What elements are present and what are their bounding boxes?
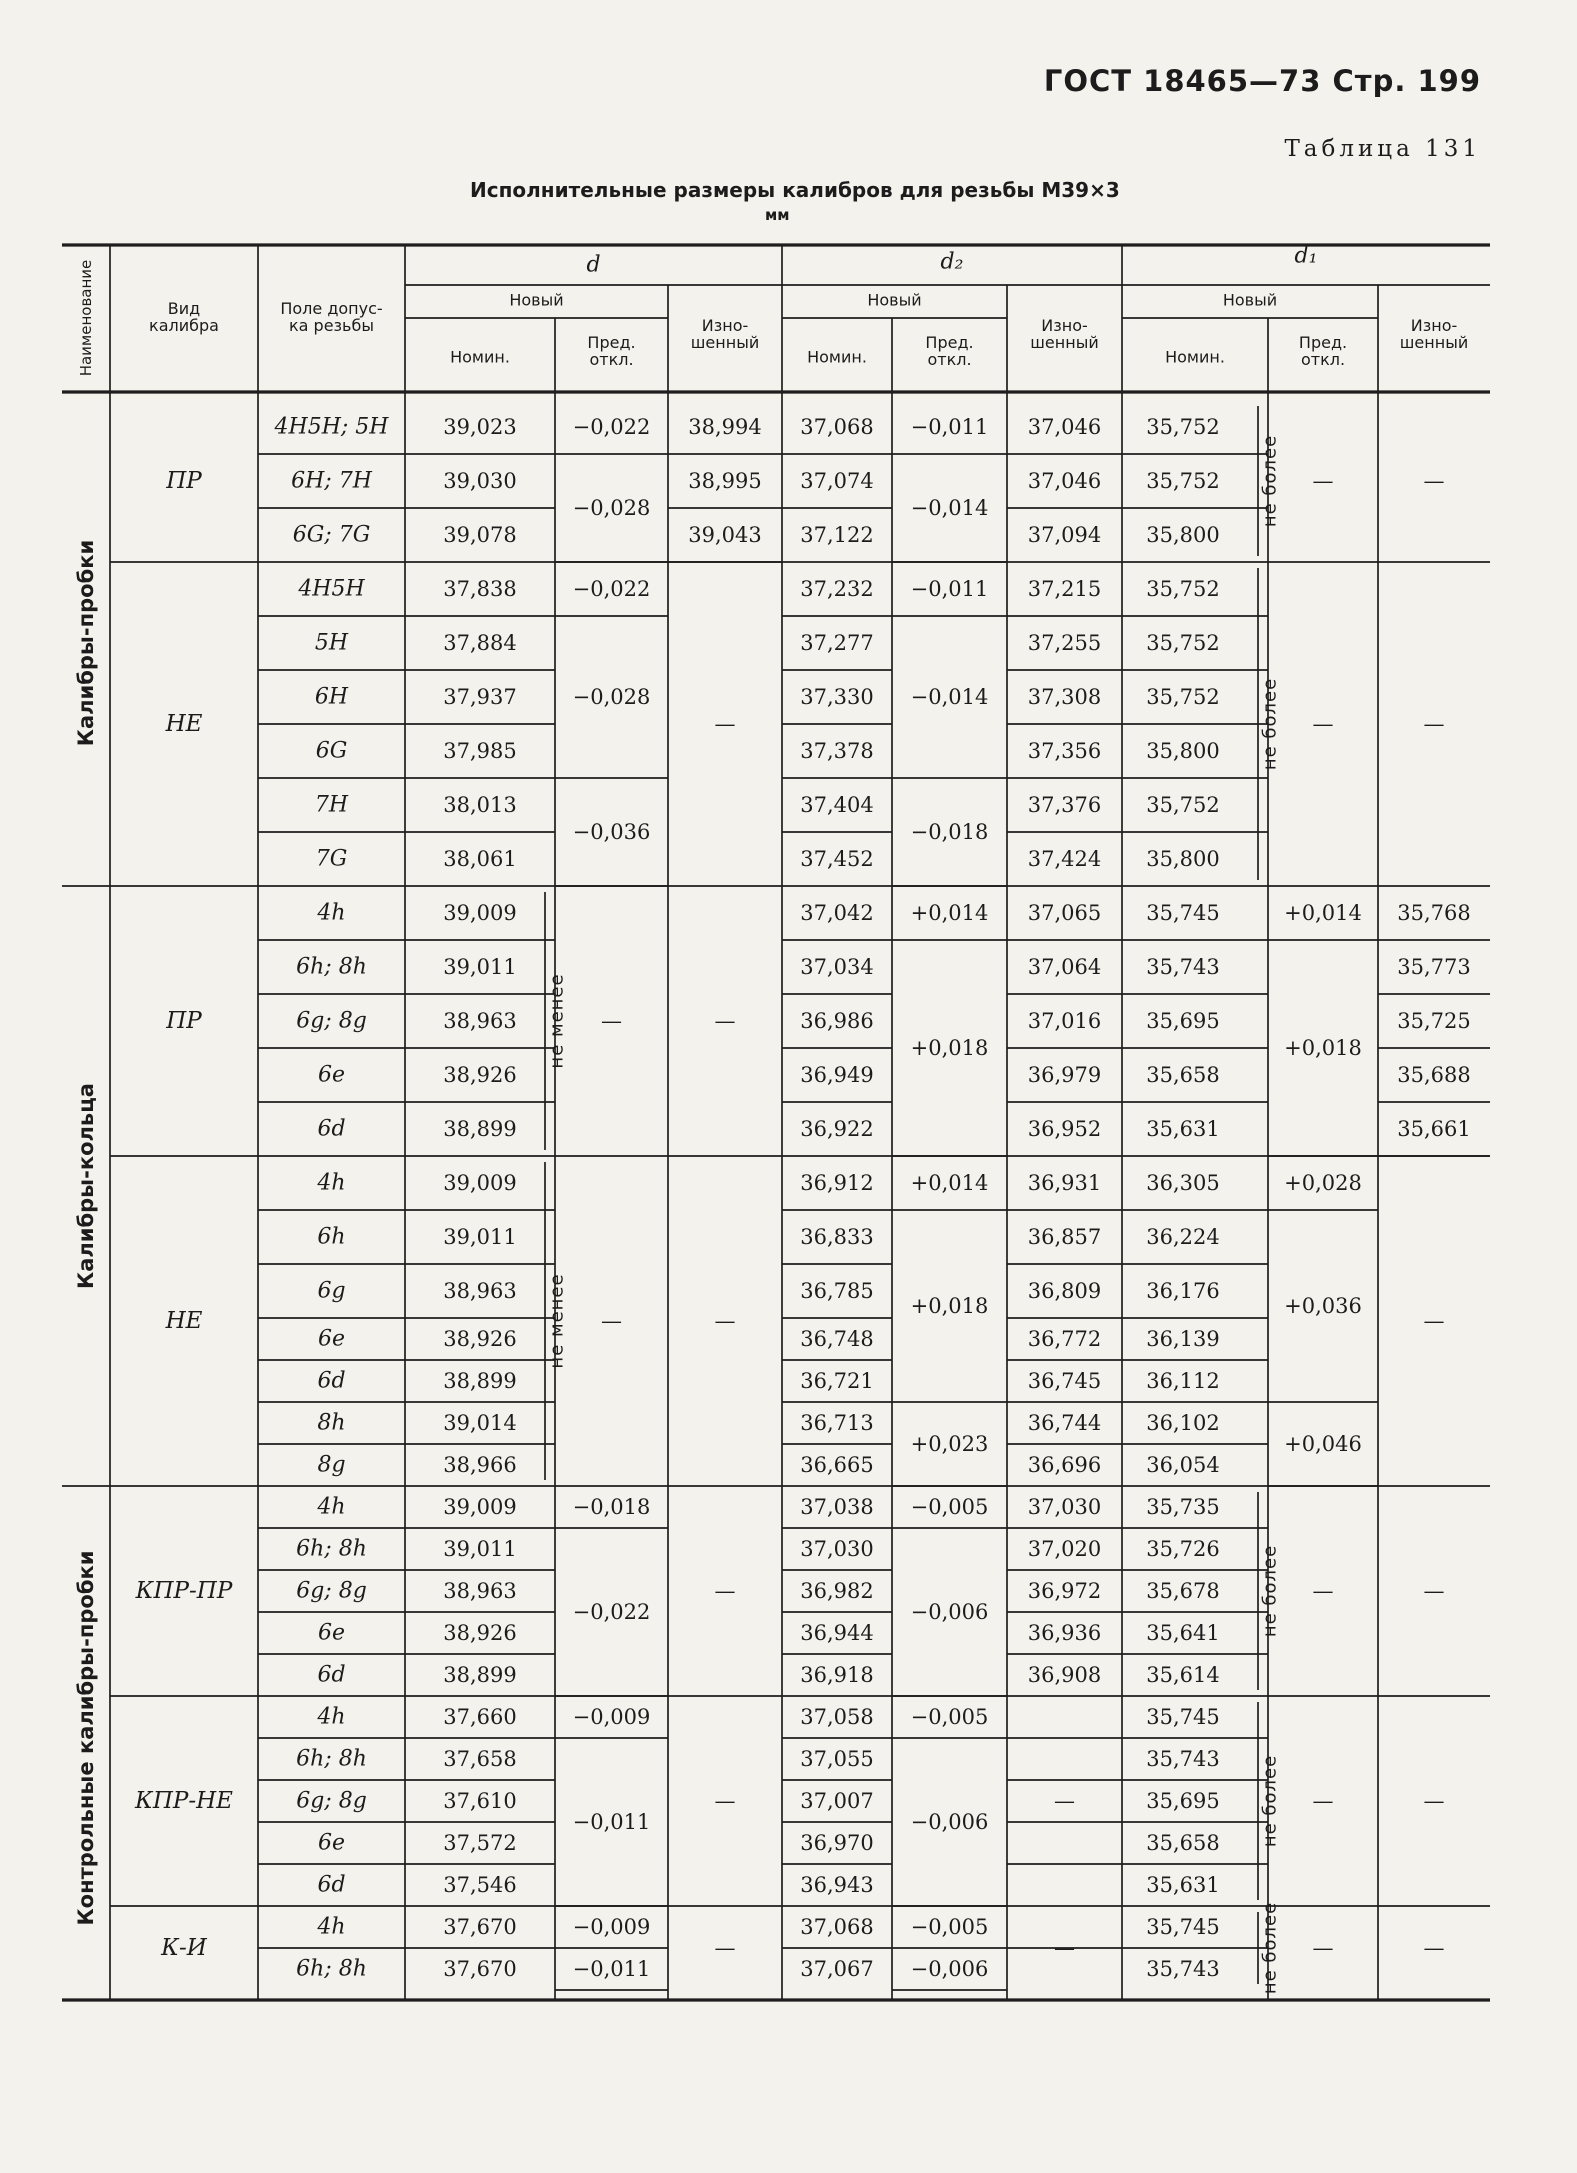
table-title: Исполнительные размеры калибров для резьбы М39×3	[470, 178, 1120, 202]
dash-cell: —	[1054, 1936, 1075, 1960]
dash-cell: —	[1054, 1789, 1075, 1813]
d2-deviation: −0,005	[910, 1495, 989, 1519]
d-nominal: 37,610	[443, 1789, 517, 1813]
d2-nominal: 37,034	[800, 955, 874, 979]
d2-worn: 36,979	[1027, 1063, 1102, 1087]
d2-deviation: −0,014	[910, 496, 989, 520]
d-nominal: 37,572	[443, 1831, 517, 1855]
d-nominal: 38,926	[443, 1063, 517, 1087]
d-deviation: −0,018	[572, 1495, 651, 1519]
d2-deviation: +0,014	[910, 1171, 989, 1195]
d1-nominal: 36,102	[1146, 1411, 1220, 1435]
d2-deviation: −0,005	[910, 1915, 989, 1939]
d2-deviation: −0,006	[910, 1957, 989, 1981]
note-not-more: не более	[1259, 434, 1281, 528]
gauge-kind-4: КПР-ПР	[135, 1578, 233, 1604]
d2-worn: 37,424	[1027, 847, 1102, 871]
note-not-more: не более	[1259, 1754, 1281, 1848]
d1-nominal: 35,743	[1146, 1957, 1220, 1981]
tolerance-field: 6e	[317, 1062, 346, 1088]
column-header-worn-0: Изно- шенный	[690, 316, 760, 352]
d-nominal: 39,009	[443, 901, 517, 925]
d2-nominal: 36,665	[800, 1453, 874, 1477]
d2-worn: 37,020	[1027, 1537, 1102, 1561]
d-nominal: 37,660	[443, 1705, 517, 1729]
d2-worn: 36,772	[1027, 1327, 1102, 1351]
column-header-dev-1: Пред. откл.	[925, 333, 974, 369]
d1-nominal: 35,735	[1146, 1495, 1220, 1519]
d2-nominal: 36,943	[800, 1873, 874, 1897]
d2-nominal: 37,038	[800, 1495, 874, 1519]
tolerance-field: 6g; 8g	[296, 1578, 367, 1604]
d-worn: 39,043	[688, 523, 762, 547]
d1-nominal: 35,743	[1146, 1747, 1220, 1771]
d2-nominal: 36,982	[800, 1579, 874, 1603]
d2-worn: 37,046	[1027, 469, 1102, 493]
tolerance-field: 5H	[314, 630, 349, 656]
dash-cell: —	[1423, 1789, 1445, 1813]
column-header-d2: d₂	[940, 249, 964, 275]
tolerance-field: 6h; 8h	[296, 1536, 367, 1562]
d2-deviation: +0,018	[910, 1036, 989, 1060]
d2-worn: 37,308	[1027, 685, 1102, 709]
d2-worn: 36,744	[1027, 1411, 1102, 1435]
d-deviation: −0,009	[572, 1705, 651, 1729]
d2-nominal: 37,068	[800, 415, 874, 439]
d2-worn: 36,696	[1027, 1453, 1102, 1477]
dash-cell: —	[1312, 1579, 1334, 1603]
dash-cell: —	[1312, 1936, 1334, 1960]
d1-worn: 35,768	[1397, 901, 1471, 925]
d2-nominal: 37,030	[800, 1537, 874, 1561]
d-nominal: 38,926	[443, 1621, 517, 1645]
d-nominal: 38,966	[443, 1453, 517, 1477]
tolerance-field: 6h; 8h	[296, 1956, 367, 1982]
tolerance-field: 4h	[317, 1704, 346, 1730]
d2-deviation: −0,011	[910, 577, 989, 601]
tolerance-field: 6e	[317, 1830, 346, 1856]
d2-worn: 36,857	[1027, 1225, 1102, 1249]
d2-worn: 37,065	[1027, 901, 1102, 925]
d2-deviation: +0,018	[910, 1294, 989, 1318]
dash-cell: —	[714, 1309, 736, 1333]
d2-nominal: 36,922	[800, 1117, 874, 1141]
d2-worn: 36,809	[1027, 1279, 1102, 1303]
d2-deviation: −0,011	[910, 415, 989, 439]
d1-nominal: 35,745	[1146, 1705, 1220, 1729]
d1-nominal: 35,726	[1146, 1537, 1220, 1561]
d1-worn: 35,688	[1397, 1063, 1471, 1087]
dash-cell: —	[1423, 1936, 1445, 1960]
d1-nominal: 35,800	[1146, 739, 1220, 763]
d1-nominal: 35,752	[1146, 469, 1220, 493]
tolerance-field: 6G	[315, 738, 348, 764]
d-nominal: 39,009	[443, 1495, 517, 1519]
d1-worn: 35,661	[1397, 1117, 1471, 1141]
d2-worn: 36,931	[1027, 1171, 1102, 1195]
column-header-field: Поле допус- ка резьбы	[280, 299, 383, 335]
d1-nominal: 35,752	[1146, 415, 1220, 439]
tolerance-field: 6h; 8h	[296, 954, 367, 980]
note-not-more: не более	[1259, 1901, 1281, 1995]
tolerance-field: 4H5H	[298, 576, 365, 602]
tolerance-field: 4h	[317, 900, 346, 926]
d1-worn: 35,725	[1397, 1009, 1471, 1033]
d2-nominal: 37,055	[800, 1747, 874, 1771]
d2-nominal: 37,058	[800, 1705, 874, 1729]
d1-nominal: 36,139	[1146, 1327, 1220, 1351]
dash-cell: —	[1312, 469, 1334, 493]
d1-nominal: 35,631	[1146, 1873, 1220, 1897]
d-deviation: −0,022	[572, 577, 651, 601]
d2-worn: 37,016	[1027, 1009, 1102, 1033]
dash-cell: —	[714, 1936, 736, 1960]
column-header-nom-0: Номин.	[450, 347, 510, 367]
d1-deviation: +0,028	[1284, 1171, 1362, 1195]
group-label-0: Калибры-пробки	[74, 539, 98, 747]
d1-nominal: 35,641	[1146, 1621, 1220, 1645]
d2-nominal: 36,986	[800, 1009, 874, 1033]
d2-nominal: 36,944	[800, 1621, 874, 1645]
d2-nominal: 37,067	[800, 1957, 874, 1981]
dash-cell: —	[601, 1009, 622, 1033]
tolerance-field: 4H5H; 5H	[274, 414, 389, 440]
d1-nominal: 35,752	[1146, 631, 1220, 655]
tolerance-field: 6e	[317, 1326, 346, 1352]
d2-deviation: +0,023	[910, 1432, 989, 1456]
d2-nominal: 36,918	[800, 1663, 874, 1687]
d-worn: 38,994	[688, 415, 762, 439]
d2-worn: 37,356	[1027, 739, 1102, 763]
d2-deviation: −0,006	[910, 1810, 989, 1834]
d-nominal: 38,899	[443, 1663, 517, 1687]
column-header-dev-0: Пред. откл.	[587, 333, 636, 369]
tolerance-field: 6d	[317, 1368, 346, 1394]
d2-deviation: +0,014	[910, 901, 989, 925]
dash-cell: —	[1423, 1309, 1445, 1333]
d-deviation: −0,028	[572, 685, 651, 709]
d-nominal: 39,030	[443, 469, 517, 493]
d-nominal: 39,078	[443, 523, 517, 547]
d2-nominal: 37,277	[800, 631, 874, 655]
d2-deviation: −0,006	[910, 1600, 989, 1624]
dash-cell: —	[714, 1789, 736, 1813]
column-header-kind: Вид калибра	[149, 299, 219, 335]
d-nominal: 38,899	[443, 1369, 517, 1393]
tolerance-field: 6g; 8g	[296, 1788, 367, 1814]
gauge-kind-5: КПР-НЕ	[135, 1788, 233, 1814]
table-unit: мм	[765, 206, 790, 224]
tolerance-field: 6G; 7G	[292, 522, 371, 548]
d-nominal: 38,963	[443, 1279, 517, 1303]
gauge-kind-3: НЕ	[165, 1308, 203, 1334]
d-nominal: 39,023	[443, 415, 517, 439]
d-deviation: −0,011	[572, 1957, 651, 1981]
d2-deviation: −0,014	[910, 685, 989, 709]
d2-nominal: 36,912	[800, 1171, 874, 1195]
dash-cell: —	[1423, 712, 1445, 736]
d2-nominal: 37,452	[800, 847, 874, 871]
table-number: Таблица 131	[1284, 136, 1481, 162]
tolerance-field: 4h	[317, 1914, 346, 1940]
tolerance-field: 7G	[315, 846, 348, 872]
d-nominal: 37,884	[443, 631, 517, 655]
d2-nominal: 36,785	[800, 1279, 874, 1303]
note-not-less: не менее	[546, 973, 568, 1069]
group-label-1: Калибры-кольца	[74, 1083, 98, 1289]
tolerance-field: 6d	[317, 1872, 346, 1898]
d-nominal: 38,963	[443, 1009, 517, 1033]
d2-worn: 36,952	[1027, 1117, 1102, 1141]
tolerance-field: 6H; 7H	[291, 468, 372, 494]
tolerance-field: 6h; 8h	[296, 1746, 367, 1772]
dash-cell: —	[1312, 712, 1334, 736]
tolerance-field: 4h	[317, 1494, 346, 1520]
d-deviation: −0,022	[572, 1600, 651, 1624]
d-nominal: 38,013	[443, 793, 517, 817]
d-nominal: 39,011	[443, 1537, 517, 1561]
column-header-worn-2: Изно- шенный	[1399, 316, 1469, 352]
d-nominal: 38,061	[443, 847, 517, 871]
d1-nominal: 36,054	[1146, 1453, 1220, 1477]
d1-nominal: 35,752	[1146, 685, 1220, 709]
tolerance-field: 6h	[317, 1224, 346, 1250]
d-nominal: 37,658	[443, 1747, 517, 1771]
column-header-d: d	[586, 252, 601, 278]
d-nominal: 38,926	[443, 1327, 517, 1351]
d1-nominal: 35,800	[1146, 847, 1220, 871]
d2-worn: 37,064	[1027, 955, 1102, 979]
d1-deviation: +0,014	[1284, 901, 1362, 925]
d2-deviation: −0,018	[910, 820, 989, 844]
d-nominal: 38,963	[443, 1579, 517, 1603]
d2-deviation: −0,005	[910, 1705, 989, 1729]
d2-worn: 37,094	[1027, 523, 1102, 547]
d2-worn: 37,046	[1027, 415, 1102, 439]
d2-worn: 37,030	[1027, 1495, 1102, 1519]
d1-nominal: 35,800	[1146, 523, 1220, 547]
tolerance-field: 7H	[314, 792, 349, 818]
tolerance-field: 8g	[317, 1452, 346, 1478]
d2-worn: 36,936	[1027, 1621, 1102, 1645]
d2-nominal: 37,007	[800, 1789, 874, 1813]
dash-cell: —	[714, 1579, 736, 1603]
d1-nominal: 35,631	[1146, 1117, 1220, 1141]
d2-worn: 37,376	[1027, 793, 1102, 817]
d2-nominal: 37,404	[800, 793, 874, 817]
d2-worn: 36,972	[1027, 1579, 1102, 1603]
d-nominal: 37,838	[443, 577, 517, 601]
d1-nominal: 35,658	[1146, 1831, 1220, 1855]
column-header-d1: d₁	[1294, 243, 1318, 269]
d-deviation: −0,022	[572, 415, 651, 439]
d-nominal: 38,899	[443, 1117, 517, 1141]
gauge-kind-2: ПР	[166, 1008, 202, 1034]
d-nominal: 39,009	[443, 1171, 517, 1195]
d2-nominal: 37,074	[800, 469, 874, 493]
d1-nominal: 36,176	[1146, 1279, 1220, 1303]
d2-nominal: 37,378	[800, 739, 874, 763]
d1-deviation: +0,046	[1284, 1432, 1362, 1456]
d2-nominal: 36,949	[800, 1063, 874, 1087]
d-nominal: 37,937	[443, 685, 517, 709]
d-nominal: 39,011	[443, 955, 517, 979]
tolerance-field: 6d	[317, 1662, 346, 1688]
d1-nominal: 35,743	[1146, 955, 1220, 979]
tolerance-field: 8h	[317, 1410, 346, 1436]
d1-nominal: 35,745	[1146, 1915, 1220, 1939]
d-nominal: 37,670	[443, 1915, 517, 1939]
d-deviation: −0,011	[572, 1810, 651, 1834]
d-nominal: 39,011	[443, 1225, 517, 1249]
d-nominal: 37,546	[443, 1873, 517, 1897]
note-not-more: не более	[1259, 1544, 1281, 1638]
d2-worn: 37,215	[1027, 577, 1102, 601]
note-not-less: не менее	[546, 1273, 568, 1369]
group-label-2: Контрольные калибры-пробки	[74, 1550, 98, 1926]
gauge-kind-0: ПР	[166, 468, 202, 494]
d2-nominal: 37,042	[800, 901, 874, 925]
d1-nominal: 35,658	[1146, 1063, 1220, 1087]
dash-cell: —	[1423, 469, 1445, 493]
column-header-worn-1: Изно- шенный	[1030, 316, 1099, 352]
d2-nominal: 36,748	[800, 1327, 874, 1351]
tolerance-field: 4h	[317, 1170, 346, 1196]
d2-nominal: 37,068	[800, 1915, 874, 1939]
column-header-name: Наименование	[77, 259, 95, 377]
d1-nominal: 35,695	[1146, 1789, 1220, 1813]
d2-worn: 36,745	[1027, 1369, 1102, 1393]
note-not-more: не более	[1259, 677, 1281, 771]
column-header-nom-1: Номин.	[807, 347, 867, 367]
d1-worn: 35,773	[1397, 955, 1471, 979]
gauge-kind-1: НЕ	[165, 711, 203, 737]
d1-nominal: 36,112	[1146, 1369, 1220, 1393]
tolerance-field: 6g; 8g	[296, 1008, 367, 1034]
tolerance-field: 6H	[314, 684, 349, 710]
d-deviation: −0,009	[572, 1915, 651, 1939]
d1-nominal: 35,695	[1146, 1009, 1220, 1033]
dash-cell: —	[601, 1309, 622, 1333]
d2-nominal: 36,721	[800, 1369, 874, 1393]
d2-nominal: 36,713	[800, 1411, 874, 1435]
d1-nominal: 35,752	[1146, 793, 1220, 817]
tolerance-field: 6g	[317, 1278, 346, 1304]
d1-nominal: 36,224	[1146, 1225, 1220, 1249]
d2-worn: 37,255	[1027, 631, 1102, 655]
column-header-dev-2: Пред. откл.	[1298, 333, 1348, 369]
d-nominal: 39,014	[443, 1411, 517, 1435]
running-head: ГОСТ 18465—73 Стр. 199	[1043, 64, 1481, 98]
column-header-new-0: Новый	[509, 290, 564, 310]
column-header-nom-2: Номин.	[1165, 347, 1225, 367]
d-deviation: −0,028	[572, 496, 651, 520]
dash-cell: —	[1423, 1579, 1445, 1603]
d1-nominal: 35,614	[1146, 1663, 1220, 1687]
d1-nominal: 35,752	[1146, 577, 1220, 601]
d1-nominal: 36,305	[1146, 1171, 1220, 1195]
column-header-new-1: Новый	[867, 290, 922, 310]
d2-nominal: 37,232	[800, 577, 874, 601]
tolerance-field: 6d	[317, 1116, 346, 1142]
tolerance-field: 6e	[317, 1620, 346, 1646]
d2-worn: 36,908	[1027, 1663, 1102, 1687]
d-deviation: −0,036	[572, 820, 651, 844]
d-nominal: 37,670	[443, 1957, 517, 1981]
d-worn: 38,995	[688, 469, 762, 493]
d2-nominal: 36,833	[800, 1225, 874, 1249]
gauge-kind-6: К-И	[161, 1935, 207, 1961]
d1-deviation: +0,036	[1284, 1294, 1362, 1318]
column-header-new-2: Новый	[1222, 290, 1278, 310]
d1-nominal: 35,678	[1146, 1579, 1220, 1603]
d1-deviation: +0,018	[1284, 1036, 1362, 1060]
d2-nominal: 37,122	[800, 523, 874, 547]
dash-cell: —	[714, 1009, 736, 1033]
dash-cell: —	[1312, 1789, 1334, 1813]
d1-nominal: 35,745	[1146, 901, 1220, 925]
d2-nominal: 37,330	[800, 685, 874, 709]
dash-cell: —	[714, 712, 736, 736]
d-nominal: 37,985	[443, 739, 517, 763]
d2-nominal: 36,970	[800, 1831, 874, 1855]
